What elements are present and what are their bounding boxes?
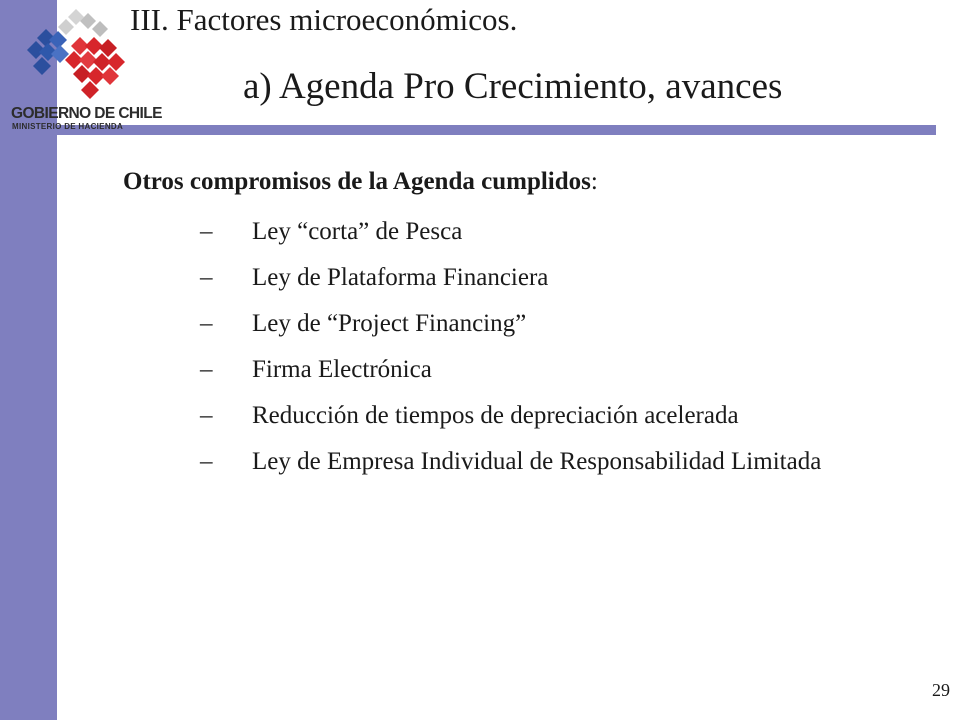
- bullet-dash: –: [200, 218, 213, 245]
- bullet-dash: –: [200, 310, 213, 337]
- gobierno-emblem-icon: [20, 3, 136, 103]
- slide-title: a) Agenda Pro Crecimiento, avances: [243, 66, 783, 107]
- subheading-bold-text: Otros compromisos de la Agenda cumplidos: [123, 168, 591, 195]
- list-item-text: Ley “corta” de Pesca: [252, 218, 463, 245]
- subheading-colon: :: [590, 168, 598, 195]
- list-item-text: Ley de Plataforma Financiera: [252, 264, 549, 291]
- bullet-dash: –: [200, 448, 213, 475]
- list-item: [200, 400, 892, 432]
- subheading: [123, 168, 598, 196]
- logo-name: GOBIERNO DE CHILE: [11, 105, 162, 122]
- list-item-text: Ley de Empresa Individual de Responsabilidad Limitada: [252, 448, 822, 475]
- section-heading: III. Factores microeconómicos.: [130, 2, 518, 37]
- bullet-dash: –: [200, 264, 213, 291]
- list-item: [200, 216, 892, 248]
- title-divider-rule: [30, 125, 936, 135]
- commitments-list: [200, 216, 892, 492]
- list-item: [200, 308, 892, 340]
- bullet-dash: –: [200, 402, 213, 429]
- bullet-dash: –: [200, 356, 213, 383]
- list-item: [200, 446, 892, 478]
- list-item-text: Reducción de tiempos de depreciación acelerada: [252, 402, 739, 429]
- list-item: [200, 262, 892, 294]
- list-item: [200, 354, 892, 386]
- page-number: 29: [932, 680, 950, 700]
- logo-subtitle: MINISTERIO DE HACIENDA: [12, 122, 124, 131]
- list-item-text: Firma Electrónica: [252, 356, 432, 383]
- list-item-text: Ley de “Project Financing”: [252, 310, 527, 337]
